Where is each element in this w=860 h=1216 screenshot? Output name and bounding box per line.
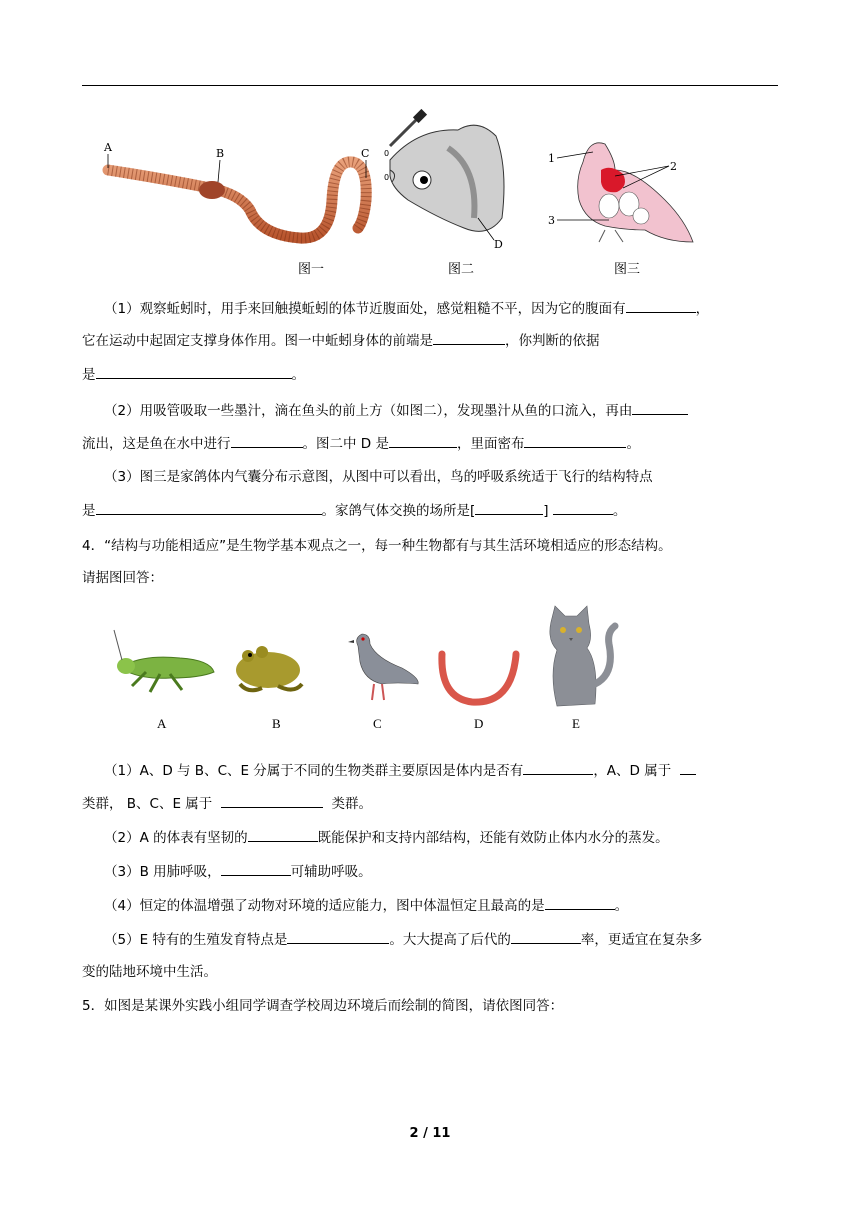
fig3-label-1: 1 [548, 152, 555, 165]
fig2-caption: 图二 [448, 262, 475, 277]
answer-blank[interactable] [96, 364, 292, 379]
fig2-label-d: D [494, 238, 503, 251]
q3-part2-line1: （2）用吸管吸取一些墨汁，滴在鱼头的前上方（如图二），发现墨汁从鱼的口流入，再由 [104, 400, 804, 421]
fig3-label-3: 3 [548, 214, 555, 227]
q4-sub3: （3）B 用肺呼吸， 可辅助呼吸。 [104, 861, 804, 882]
fig1-label-b: B [216, 147, 225, 160]
animal-label-c: C [373, 716, 382, 731]
answer-blank[interactable] [221, 861, 291, 876]
answer-blank[interactable] [511, 929, 581, 944]
answer-blank[interactable] [680, 760, 696, 775]
cat-image [543, 604, 623, 712]
pigeon-air-sac-figure [545, 130, 705, 255]
q4-intro-line1: 4．“结构与功能相适应”是生物学基本观点之一，每一种生物都有与其生活环境相适应的形态结构。 [82, 538, 672, 554]
answer-blank[interactable] [545, 895, 615, 910]
q3-part1-line1: （1）观察蚯蚓时，用手来回触摸蚯蚓的体节近腹面处，感觉粗糙不平，因为它的腹面有 ， [104, 298, 804, 319]
animal-label-b: B [272, 716, 281, 731]
animal-label-a: A [157, 716, 167, 731]
answer-blank[interactable] [96, 500, 322, 515]
q4-sub5-line1: （5）E 特有的生殖发育特点是 。大大提高了后代的 率，更适宜在复杂多 [104, 929, 804, 950]
answer-blank[interactable] [231, 433, 303, 448]
answer-blank[interactable] [248, 827, 318, 842]
fig1-label-c: C [361, 147, 370, 160]
animal-label-d: D [474, 716, 484, 731]
answer-blank[interactable] [475, 500, 543, 515]
page-number: 2 / 11 [409, 1126, 451, 1141]
q4-sub1-line1: （1）A、D 与 B、C、E 分属于不同的生物类群主要原因是体内是否有 ，A、D 属于 [104, 760, 804, 781]
earthworm-image [436, 648, 522, 710]
fish-figure [378, 108, 518, 253]
pigeon-image [346, 628, 422, 706]
q3-part1-line2: 它在运动中起固定支撑身体作用。图一中蚯蚓身体的前端是 ，你判断的依据 [82, 330, 782, 351]
q4-sub2: （2）A 的体表有坚韧的 既能保护和支持内部结构，还能有效防止体内水分的蒸发。 [104, 827, 804, 848]
q4-intro-line2: 请据图回答： [82, 570, 163, 586]
animal-label-e: E [572, 716, 580, 731]
q4-sub5-line2: 变的陆地环境中生活。 [82, 964, 217, 980]
answer-blank[interactable] [221, 793, 323, 808]
header-rule [82, 85, 778, 86]
answer-blank[interactable] [389, 433, 457, 448]
answer-blank[interactable] [626, 298, 696, 313]
q3-part2-line2: 流出，这是鱼在水中进行 。图二中 D 是 ，里面密布 。 [82, 433, 782, 454]
answer-blank[interactable] [523, 760, 593, 775]
q4-sub4: （4）恒定的体温增强了动物对环境的适应能力，图中体温恒定且最高的是 。 [104, 895, 804, 916]
grasshopper-image [110, 628, 220, 696]
answer-blank[interactable] [524, 433, 626, 448]
answer-blank[interactable] [287, 929, 389, 944]
fig1-label-a: A [104, 141, 112, 154]
q4-sub1-line2: 类群， B、C、E 属于 类群。 [82, 793, 782, 814]
fig3-label-2: 2 [670, 160, 677, 173]
earthworm-figure [100, 140, 390, 250]
svg-text:0: 0 [384, 173, 390, 182]
q3-part3-line2: 是 。家鸽气体交换的场所是[ ] 。 [82, 500, 782, 521]
q3-part3-line1: （3）图三是家鸽体内气囊分布示意图，从图中可以看出，鸟的呼吸系统适于飞行的结构特点 [104, 469, 653, 485]
q5-intro: 5．如图是某课外实践小组同学调查学校周边环境后而绘制的简图，请依图同答： [82, 998, 564, 1014]
frog-image [228, 640, 308, 696]
answer-blank[interactable] [553, 500, 613, 515]
q3-part1-line3: 是 。 [82, 364, 782, 385]
fig1-caption: 图一 [298, 262, 325, 277]
svg-text:0: 0 [384, 149, 390, 158]
answer-blank[interactable] [433, 330, 505, 345]
fig3-caption: 图三 [614, 262, 641, 277]
answer-blank[interactable] [632, 400, 688, 415]
